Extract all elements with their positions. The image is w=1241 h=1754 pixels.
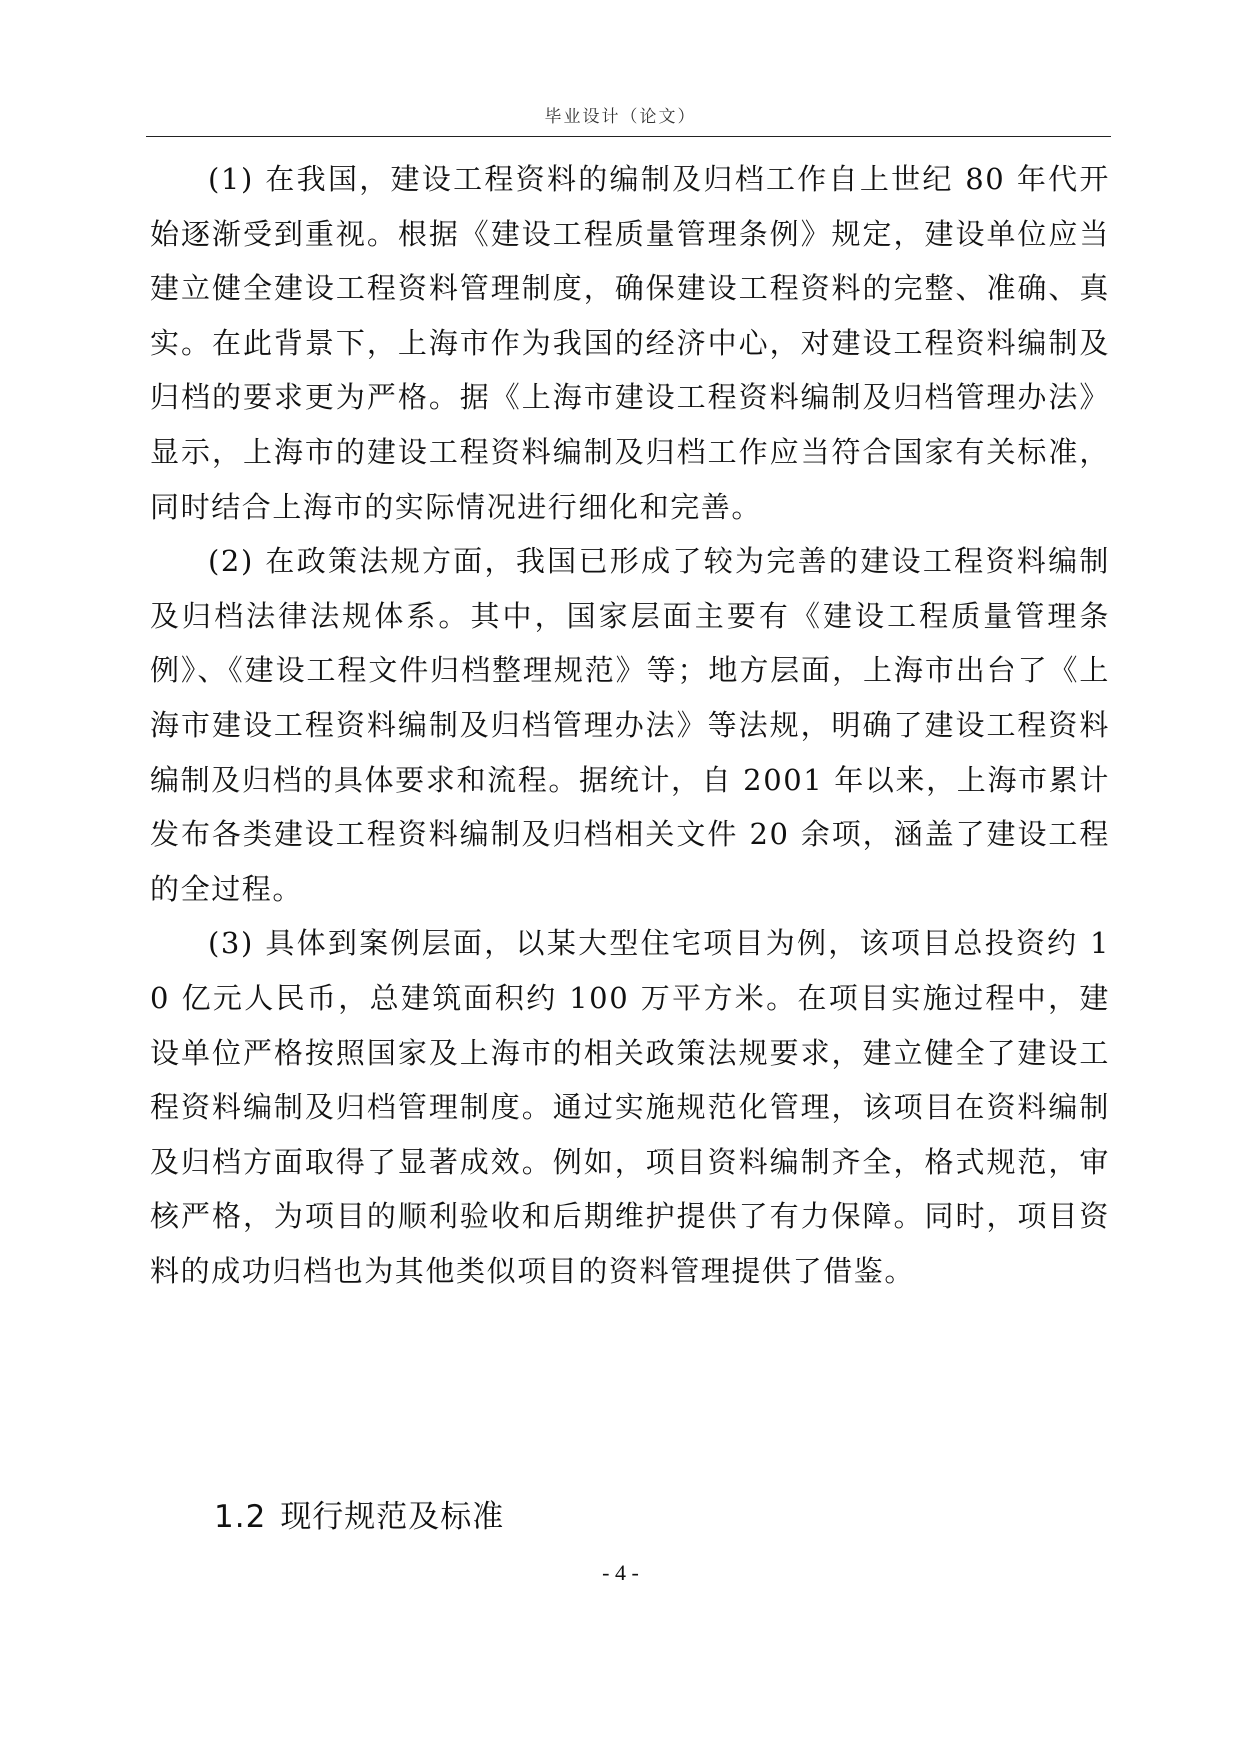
paragraph-1: (1) 在我国，建设工程资料的编制及归档工作自上世纪 80 年代开始逐渐受到重视。根据《建设工程质量管理条例》规定，建设单位应当建立健全建设工程资料管理制度，确保建设工程资料的完整、准确、真实。在此背景下，上海市作为我国的经济中心，对建设工程资料编制及归档的要求更为严格。据《上海市建设工程资料编制及归档管理办法》显示，上海市的建设工程资料编制及归档工作应当符合国家有关标准，同时结合上海市的实际情况进行细化和完善。 xyxy=(150,162,1110,524)
section-title: 现行规范及标准 xyxy=(280,1499,505,1535)
body-text xyxy=(150,152,1110,1298)
page-number: - 4 - xyxy=(602,1560,639,1585)
header-divider xyxy=(146,136,1111,137)
section-heading xyxy=(214,1494,504,1540)
paragraph-3: (3) 具体到案例层面，以某大型住宅项目为例，该项目总投资约 10 亿元人民币，总建筑面积约 100 万平方米。在项目实施过程中，建设单位严格按照国家及上海市的相关政策法规要求，建立健全了建设工程资料编制及归档管理制度。通过实施规范化管理，该项目在资料编制及归档方面取得了显著成效。例如，项目资料编制齐全，格式规范，审核严格，为项目的顺利验收和后期维护提供了有力保障。同时，项目资料的成功归档也为其他类似项目的资料管理提供了借鉴。 xyxy=(150,926,1110,1288)
section-number: 1.2 xyxy=(214,1499,267,1535)
paragraph-2: (2) 在政策法规方面，我国已形成了较为完善的建设工程资料编制及归档法律法规体系。其中，国家层面主要有《建设工程质量管理条例》、《建设工程文件归档整理规范》等；地方层面，上海市出台了《上海市建设工程资料编制及归档管理办法》等法规，明确了建设工程资料编制及归档的具体要求和流程。据统计，自 2001 年以来，上海市累计发布各类建设工程资料编制及归档相关文件 20 余项，涵盖了建设工程的全过程。 xyxy=(150,544,1110,906)
running-header: 毕业设计（论文） xyxy=(544,107,697,127)
